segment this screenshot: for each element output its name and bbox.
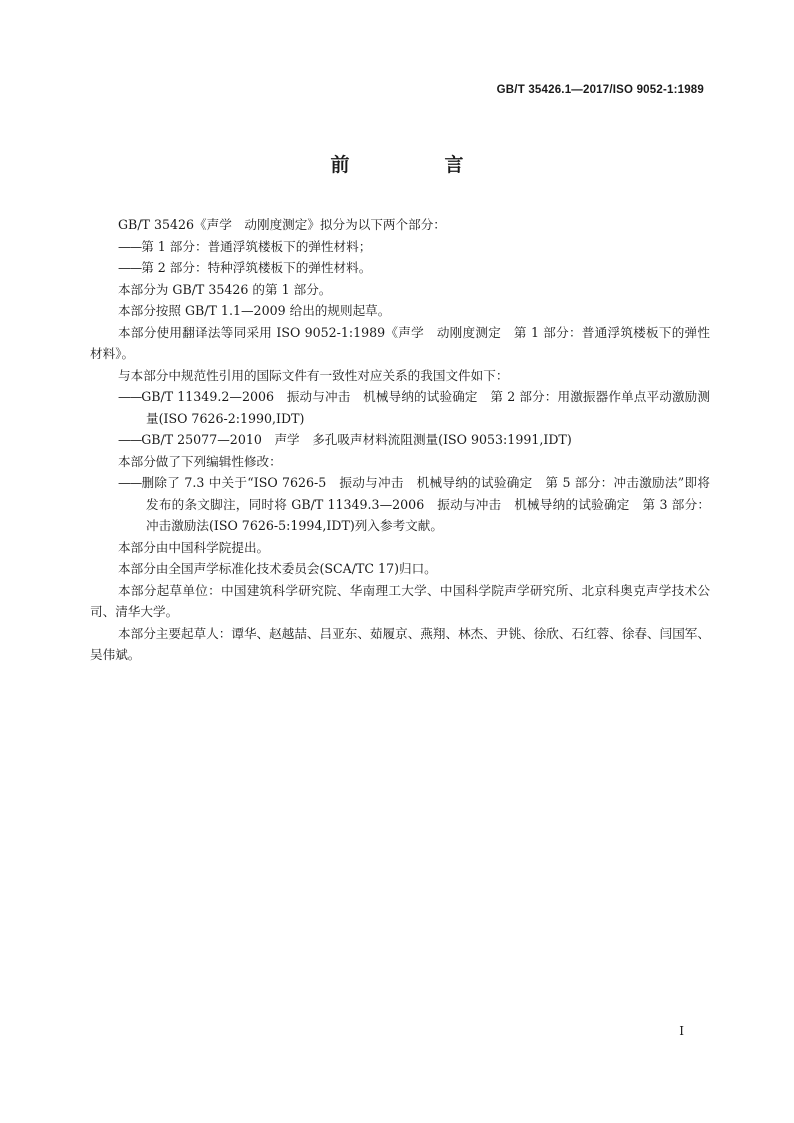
paragraph: 本部分按照 GB/T 1.1—2009 给出的规则起草。 [118,303,391,318]
page-title: 前 言 [330,154,502,176]
paragraph: 本部分使用翻译法等同采用 ISO 9052-1:1989《声学 动刚度测定 第 1 部分：普通浮筑楼板下的弹性材料》。 [90,324,710,361]
paragraph: 本部分做了下列编辑性修改： [118,453,282,469]
foreword-body [90,214,710,666]
paragraph: 本部分主要起草人：谭华、赵越喆、吕亚东、茹履京、燕翔、林杰、尹铫、徐欣、石红蓉、徐春、闫国军、吴伟斌。 [90,625,710,662]
paragraph: 本部分由全国声学标准化技术委员会(SCA/TC 17)归口。 [118,561,437,576]
list-item [90,257,710,279]
dash-marker: —— [118,389,142,404]
standard-number: GB/T 35426.1—2017/ISO 9052-1:1989 [496,84,704,96]
list-item-text: 删除了 7.3 中关于“ISO 7626-5 振动与冲击 机械导纳的试验确定 第 5 部分：冲击激励法”即将发布的条文脚注，同时将 GB/T 11349.3—2006 振动与冲击 机械导纳的试验确定 第 3 部分：冲击激励法(ISO 7626-5:1994,IDT)列入参考文献。 [141,475,710,533]
paragraph: 本部分为 GB/T 35426 的第 1 部分。 [118,281,332,297]
list-item-text: GB/T 25077—2010 声学 多孔吸声材料流阻测量(ISO 9053:1991,IDT) [141,432,572,447]
dash-marker: —— [118,238,142,254]
list-item [90,236,710,258]
list-item-text: 第 2 部分：特种浮筑楼板下的弹性材料。 [141,260,372,275]
paragraph: 本部分起草单位：中国建筑科学研究院、华南理工大学、中国科学院声学研究所、北京科奥克声学技术公司、清华大学。 [90,582,710,619]
list-item [90,472,710,537]
paragraph: 本部分由中国科学院提出。 [118,539,270,555]
dash-marker: —— [118,432,142,447]
paragraph: GB/T 35426《声学 动刚度测定》拟分为以下两个部分： [118,217,446,232]
paragraph: 与本部分中规范性引用的国际文件有一致性对应关系的我国文件如下： [118,367,509,383]
page-number: I [679,1024,684,1038]
list-item-text: GB/T 11349.2—2006 振动与冲击 机械导纳的试验确定 第 2 部分：用激振器作单点平动激励测量(ISO 7626-2:1990,IDT) [141,389,710,426]
list-item [90,386,710,429]
list-item-text: 第 1 部分：普通浮筑楼板下的弹性材料； [141,238,372,254]
dash-marker: —— [118,260,142,275]
dash-marker: —— [118,475,142,490]
list-item [90,429,710,451]
